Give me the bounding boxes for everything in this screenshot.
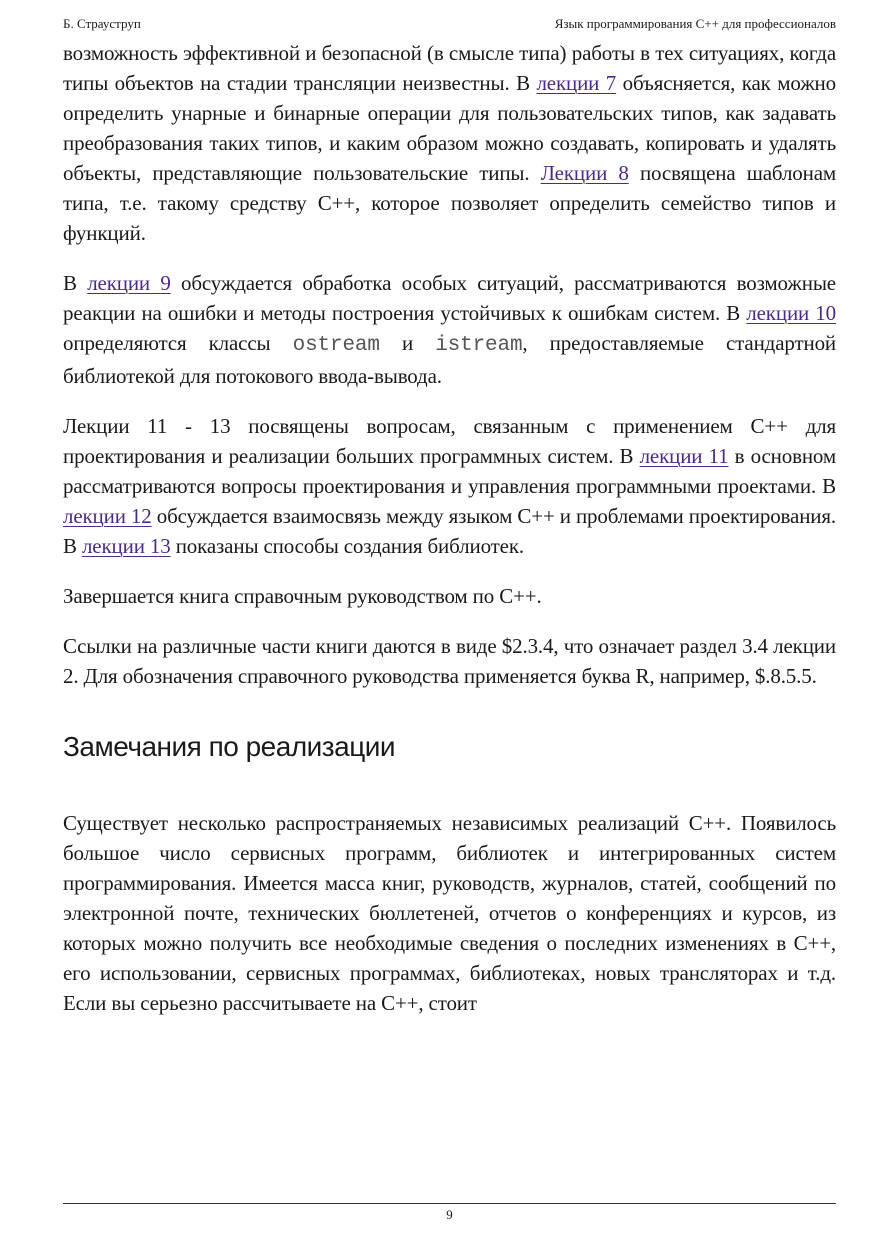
paragraph-cross-references: Ссылки на различные части книги даются в виде $2.3.4, что означает раздел 3.4 лекции 2. Для обозначения справочного руководства применяется буква R, например, $.8.5.5. — [63, 634, 836, 688]
paragraph-lectures-7-8 — [63, 38, 836, 248]
text-run: в основном рассматриваются вопросы проектирования и управления программными проектами. В — [63, 444, 837, 498]
page-content — [63, 38, 836, 1018]
text-run: определяются классы — [63, 331, 293, 355]
header-author: Б. Страуструп — [63, 16, 141, 31]
code-istream: istream — [435, 334, 523, 357]
link-lecture-13[interactable]: лекции 13 — [81, 534, 171, 558]
text-run: В — [63, 271, 88, 295]
text-run: объясняется, как можно определить унарные и бинарные операции для пользовательских типов, как задавать преобразования таких типов, и каким образом можно создавать, копировать и удалять объекты, представляющие пользовательские типы. — [63, 71, 836, 185]
text-run: посвящена шаблонам типа, т.е. такому средству С++, которое позволяет определить семейство типов и функций. — [63, 161, 837, 245]
link-lecture-9[interactable]: лекции 9 — [87, 271, 171, 295]
text-run: обсуждается обработка особых ситуаций, рассматриваются возможные реакции на ошибки и методы построения устойчивых к ошибкам систем. В — [63, 271, 836, 325]
text-run: и — [379, 331, 436, 355]
document-page — [63, 0, 836, 1241]
section-heading: Замечания по реализации — [63, 731, 396, 762]
link-lecture-12[interactable]: лекции 12 — [63, 504, 152, 528]
footer-divider — [63, 1203, 836, 1204]
paragraph-lectures-11-13 — [63, 411, 836, 561]
text-run: показаны способы создания библиотек. — [170, 534, 525, 558]
text-run: Лекции 11 - 13 посвящены вопросам, связанным с применением С++ для проектирования и реализации больших программных систем. В — [63, 414, 836, 468]
code-ostream: ostream — [292, 334, 380, 357]
paragraph-reference-manual: Завершается книга справочным руководством по С++. — [63, 584, 542, 608]
header-book-title: Язык программирования С++ для профессионалов — [554, 16, 836, 31]
link-lecture-8[interactable]: Лекции 8 — [540, 161, 629, 185]
page-number: 9 — [446, 1207, 453, 1222]
link-lecture-10[interactable]: лекции 10 — [746, 301, 836, 325]
text-run: , предоставляемые стандартной библиотекой для потокового ввода-вывода. — [63, 331, 837, 388]
link-lecture-7[interactable]: лекции 7 — [536, 71, 617, 95]
link-lecture-11[interactable]: лекции 11 — [639, 444, 729, 468]
text-run: возможность эффективной и безопасной (в смысле типа) работы в тех ситуациях, когда типы объектов на стадии трансляции неизвестны. В — [63, 41, 836, 95]
paragraph-lectures-9-10 — [63, 268, 836, 391]
paragraph-implementations: Существует несколько распространяемых независимых реализаций С++. Появилось большое число сервисных программ, библиотек и интегрированных систем программирования. Имеется масса книг, руководств, журналов, статей, сообщений по электронной почте, технических бюллетеней, отчетов о конференциях и курсов, из которых можно получить все необходимые сведения о последних изменениях в С++, его использовании, сервисных программах, библиотеках, новых трансляторах и т.д. Если вы серьезно рассчитываете на С++, стоит — [63, 811, 836, 1015]
text-run: обсуждается взаимосвязь между языком С++ и проблемами проектирования. В — [63, 504, 837, 558]
